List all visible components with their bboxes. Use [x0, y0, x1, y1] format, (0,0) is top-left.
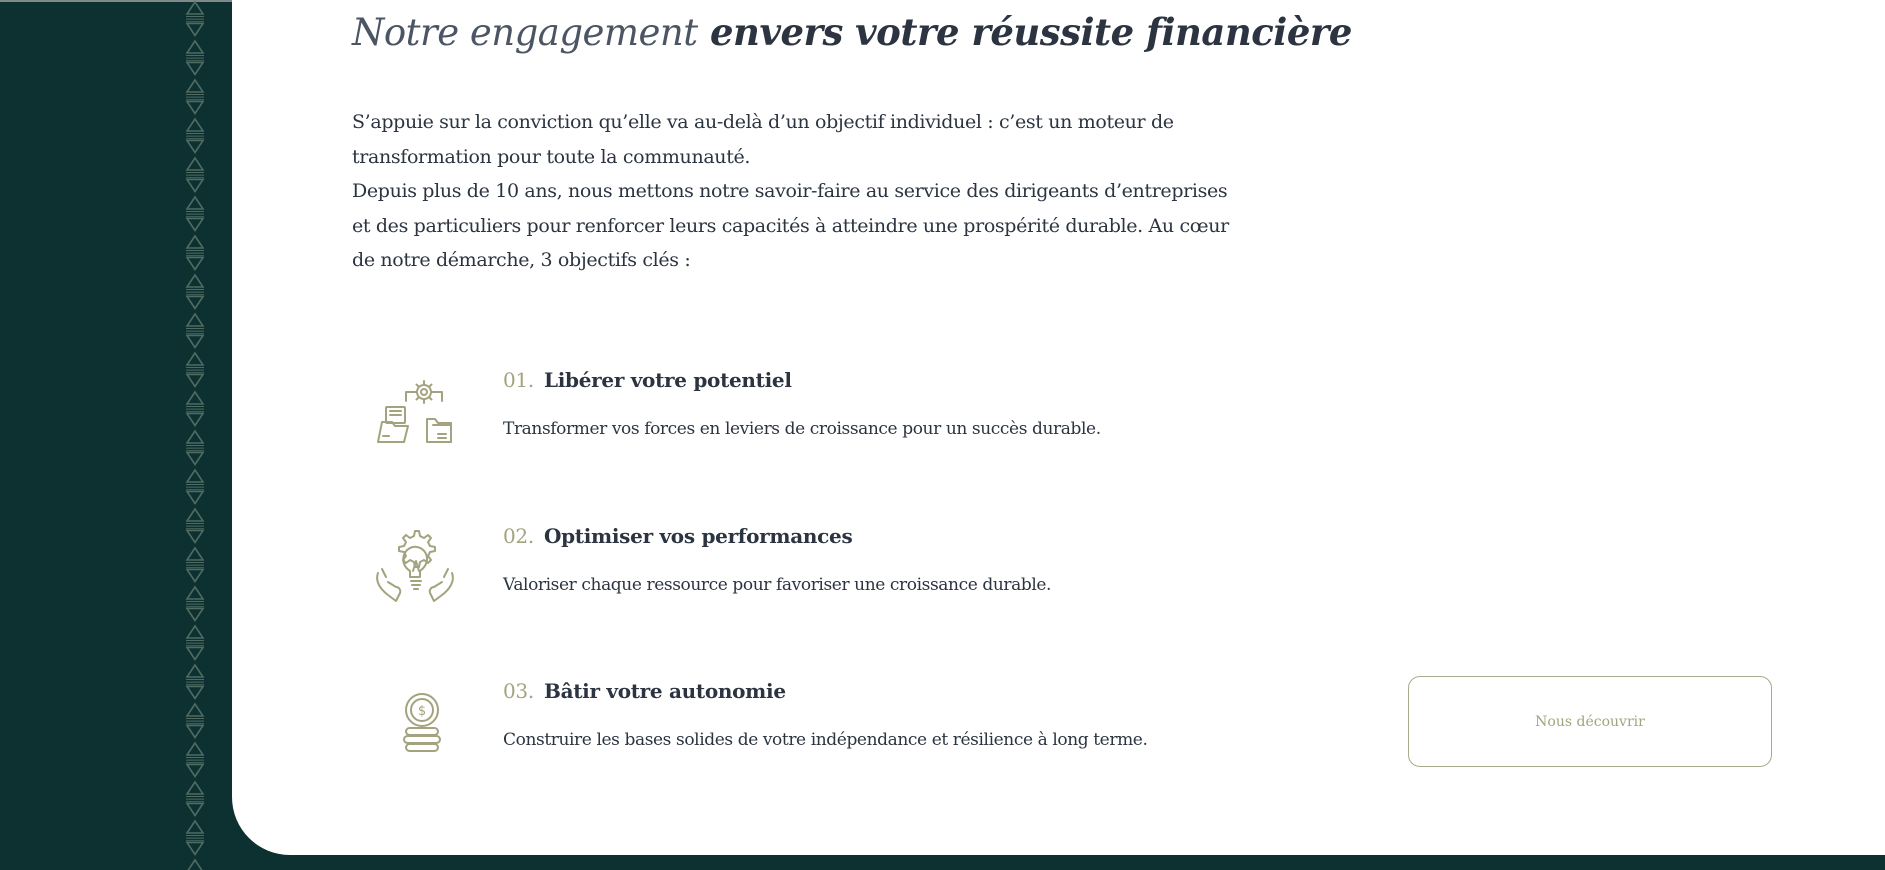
triangle-down-mark — [187, 219, 203, 231]
triangle-up-mark — [187, 158, 203, 170]
triangle-up-mark — [187, 743, 203, 755]
triangle-down-mark — [187, 24, 203, 36]
triangle-down-mark — [187, 492, 203, 504]
triangle-down-mark — [187, 531, 203, 543]
objective-label-2: Optimiser vos performances — [543, 524, 853, 548]
svg-text:$: $ — [417, 704, 427, 719]
lightbulb-hands-icon — [370, 523, 460, 613]
triangle-up-mark — [187, 704, 203, 716]
triangle-down-mark — [187, 258, 203, 270]
triangle-down-mark — [187, 375, 203, 387]
objective-item-3 — [370, 678, 1270, 778]
triangle-down-mark — [187, 648, 203, 660]
gear-folders-icon — [370, 367, 460, 457]
heading-light: Notre engagement — [352, 11, 698, 54]
triangle-up-mark — [187, 431, 203, 443]
triangle-down-mark — [187, 336, 203, 348]
triangle-down-mark — [187, 453, 203, 465]
triangle-up-mark — [187, 353, 203, 365]
triangle-pattern-decoration — [182, 0, 208, 870]
triangle-down-mark — [187, 63, 203, 75]
triangle-up-mark — [187, 782, 203, 794]
intro-paragraph-1: S’appuie sur la conviction qu’elle va au-delà d’un objectif individuel : c’est un moteur de transformation pour toute la communauté. — [352, 111, 1174, 168]
intro-paragraph-2: Depuis plus de 10 ans, nous mettons notre savoir-faire au service des dirigeants d’entreprises et des particuliers pour renforcer leurs capacités à atteindre une prospérité durable. Au cœur de notre démarche, 3 objectifs clés : — [352, 180, 1229, 271]
objective-number-1: 01. — [503, 368, 534, 392]
coin-stack-icon — [370, 678, 460, 768]
objective-number-2: 02. — [503, 524, 534, 548]
triangle-down-mark — [187, 141, 203, 153]
objective-title-1 — [503, 367, 792, 393]
discover-button[interactable]: Nous découvrir — [1408, 676, 1772, 767]
triangle-down-mark — [187, 414, 203, 426]
triangle-up-mark — [187, 548, 203, 560]
triangle-down-mark — [187, 765, 203, 777]
triangle-up-mark — [187, 41, 203, 53]
triangle-up-mark — [187, 470, 203, 482]
triangle-down-mark — [187, 297, 203, 309]
triangle-up-mark — [187, 197, 203, 209]
triangle-up-mark — [187, 626, 203, 638]
intro-text — [352, 105, 1242, 278]
triangle-up-mark — [187, 821, 203, 833]
objective-item-1 — [370, 367, 1270, 467]
objective-description-2: Valoriser chaque ressource pour favoriser une croissance durable. — [503, 575, 1052, 595]
triangle-down-mark — [187, 687, 203, 699]
triangle-up-mark — [187, 80, 203, 92]
objective-title-3 — [503, 678, 786, 704]
triangle-up-mark — [187, 119, 203, 131]
section-heading — [352, 2, 1352, 63]
triangle-up-mark — [187, 509, 203, 521]
triangle-down-mark — [187, 726, 203, 738]
triangle-up-mark — [187, 392, 203, 404]
heading-bold: envers votre réussite financière — [710, 10, 1352, 54]
objective-number-3: 03. — [503, 679, 534, 703]
objective-item-2 — [370, 523, 1270, 623]
triangle-up-mark — [187, 2, 203, 14]
triangle-up-mark — [187, 236, 203, 248]
triangle-up-mark — [187, 860, 203, 870]
triangle-down-mark — [187, 102, 203, 114]
triangle-up-mark — [187, 275, 203, 287]
objective-description-3: Construire les bases solides de votre indépendance et résilience à long terme. — [503, 730, 1148, 750]
triangle-down-mark — [187, 804, 203, 816]
triangle-down-mark — [187, 180, 203, 192]
objective-label-3: Bâtir votre autonomie — [543, 679, 786, 703]
objective-label-1: Libérer votre potentiel — [543, 368, 792, 392]
triangle-down-mark — [187, 609, 203, 621]
triangle-up-mark — [187, 665, 203, 677]
triangle-down-mark — [187, 843, 203, 855]
triangle-down-mark — [187, 570, 203, 582]
triangle-up-mark — [187, 587, 203, 599]
objective-title-2 — [503, 523, 852, 549]
triangle-up-mark — [187, 314, 203, 326]
objective-description-1: Transformer vos forces en leviers de croissance pour un succès durable. — [503, 419, 1101, 439]
